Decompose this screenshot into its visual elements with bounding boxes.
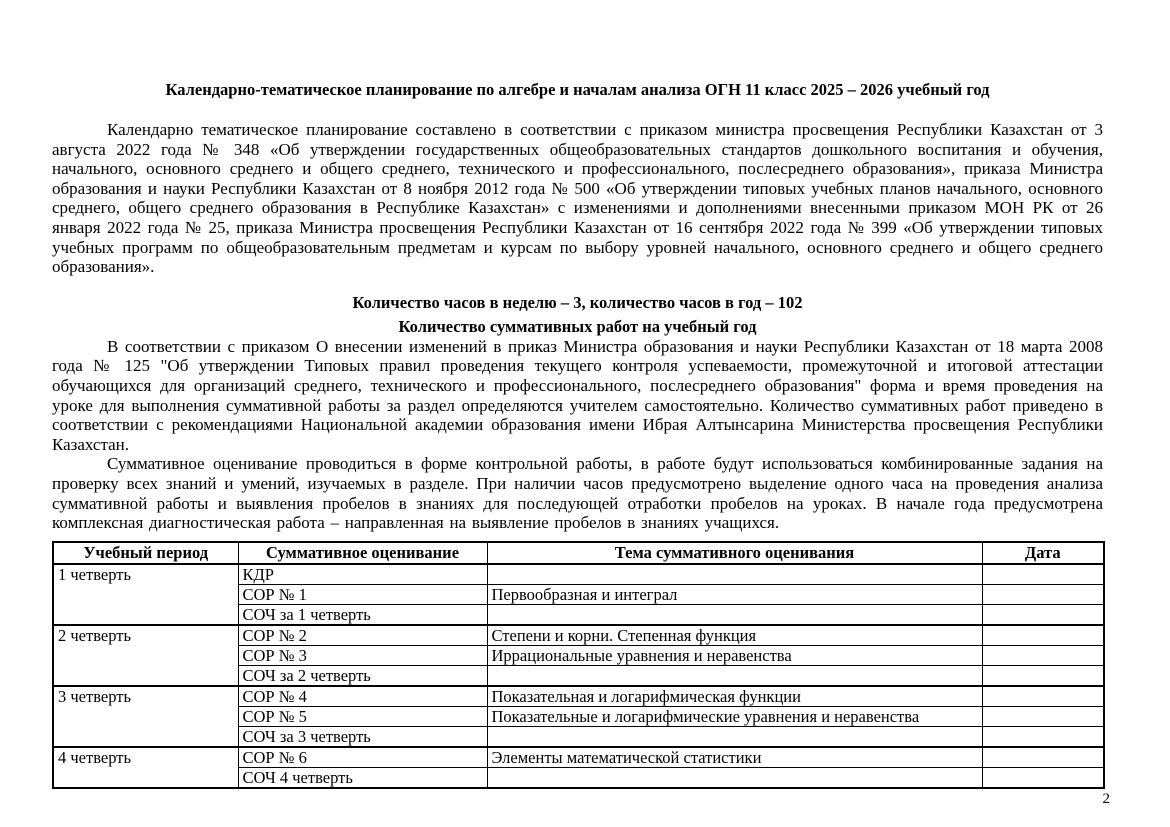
assessment-cell: СОР № 4 [238,686,487,707]
theme-cell [487,564,982,585]
summative-assessment-table [52,541,1105,789]
theme-cell: Первообразная и интеграл [487,585,982,605]
table-row [53,686,1104,707]
date-cell [982,605,1104,626]
table-row [53,625,1104,646]
assessment-cell: СОЧ за 2 четверть [238,666,487,687]
paragraph-assessment-rules: В соответствии с приказом О внесении изменений в приказ Министра образования и науки Республики Казахстан от 18 марта 2008 года № 125 "Об утверждении Типовых правил проведения текущего контроля успеваемости, промежуточной и итоговой аттестации обучающихся для организаций среднего, технического и профессионального, послесреднего образования" форма и время проведения на уроке для выполнения суммативной работы за раздел определяются учителем самостоятельно. Количество суммативных работ приведено в соответствии с рекомендациями Национальной академии образования имени Ибрая Алтынсарина Министерства просвещения Республики Казахстан. [52,336,1103,454]
date-cell [982,666,1104,687]
page-title: Календарно-тематическое планирование по алгебре и началам анализа ОГН 11 класс 2025 – 2026 учебный год [165,80,990,99]
date-cell [982,768,1104,789]
theme-cell: Иррациональные уравнения и неравенства [487,646,982,666]
document-content [52,0,1110,808]
theme-cell: Показательная и логарифмическая функции [487,686,982,707]
summative-table-body [53,564,1104,788]
heading-summative-works: Количество суммативных работ на учебный год [398,316,757,336]
table-row [53,564,1104,585]
assessment-cell: СОР № 2 [238,625,487,646]
table-row [53,747,1104,768]
date-cell [982,625,1104,646]
assessment-cell: СОЧ 4 четверть [238,768,487,789]
theme-cell [487,768,982,789]
theme-cell [487,727,982,748]
table-header-row [53,542,1104,564]
date-cell [982,747,1104,768]
assessment-cell: СОР № 3 [238,646,487,666]
period-cell: 1 четверть [53,564,238,625]
assessment-cell: СОЧ за 1 четверть [238,605,487,626]
theme-cell: Степени и корни. Степенная функция [487,625,982,646]
column-header-period: Учебный период [53,542,238,564]
assessment-cell: СОР № 5 [238,707,487,727]
assessment-cell: СОР № 6 [238,747,487,768]
heading-hours-per-week: Количество часов в неделю – 3, количество часов в год – 102 [352,292,803,312]
date-cell [982,686,1104,707]
assessment-cell: КДР [238,564,487,585]
theme-cell [487,605,982,626]
column-header-assessment: Суммативное оценивание [238,542,487,564]
theme-cell [487,666,982,687]
assessment-cell: СОЧ за 3 четверть [238,727,487,748]
date-cell [982,564,1104,585]
theme-cell: Показательные и логарифмические уравнения и неравенства [487,707,982,727]
date-cell [982,707,1104,727]
page-number: 2 [1102,791,1110,808]
date-cell [982,727,1104,748]
period-cell: 2 четверть [53,625,238,686]
date-cell [982,585,1104,605]
paragraph-intro: Календарно тематическое планирование составлено в соответствии с приказом министра просвещения Республики Казахстан от 3 августа 2022 года № 348 «Об утверждении государственных общеобразовательных стандартов дошкольного воспитания и обучения, начального, основного среднего и общего среднего, технического и профессионального, послесреднего образования», приказа Министра образования и науки Республики Казахстан от 8 ноября 2012 года № 500 «Об утверждении типовых учебных планов начального, основного среднего, общего среднего образования в Республике Казахстан» с изменениями и дополнениями внесенными приказом МОН РК от 26 января 2022 года № 25, приказа Министра просвещения Республики Казахстан от 16 сентября 2022 года № 399 «Об утверждении типовых учебных программ по общеобразовательным предметам и курсам по выбору уровней начального, основного среднего и общего среднего образования». [52,120,1103,277]
period-cell: 3 четверть [53,686,238,747]
date-cell [982,646,1104,666]
assessment-cell: СОР № 1 [238,585,487,605]
column-header-theme: Тема суммативного оценивания [487,542,982,564]
column-header-date: Дата [982,542,1104,564]
paragraph-assessment-format: Суммативное оценивание проводиться в форме контрольной работы, в работе будут использоваться комбинированные задания на проверку всех знаний и умений, изучаемых в разделе. При наличии часов предусмотрено выделение одного часа на проведения анализа суммативной работы и выявления пробелов в знаниях для последующей отработки пробелов на уроках. В начале года предусмотрена комплексная диагностическая работа – направленная на выявление пробелов в знаниях учащихся. [52,454,1103,533]
theme-cell: Элементы математической статистики [487,747,982,768]
period-cell: 4 четверть [53,747,238,788]
